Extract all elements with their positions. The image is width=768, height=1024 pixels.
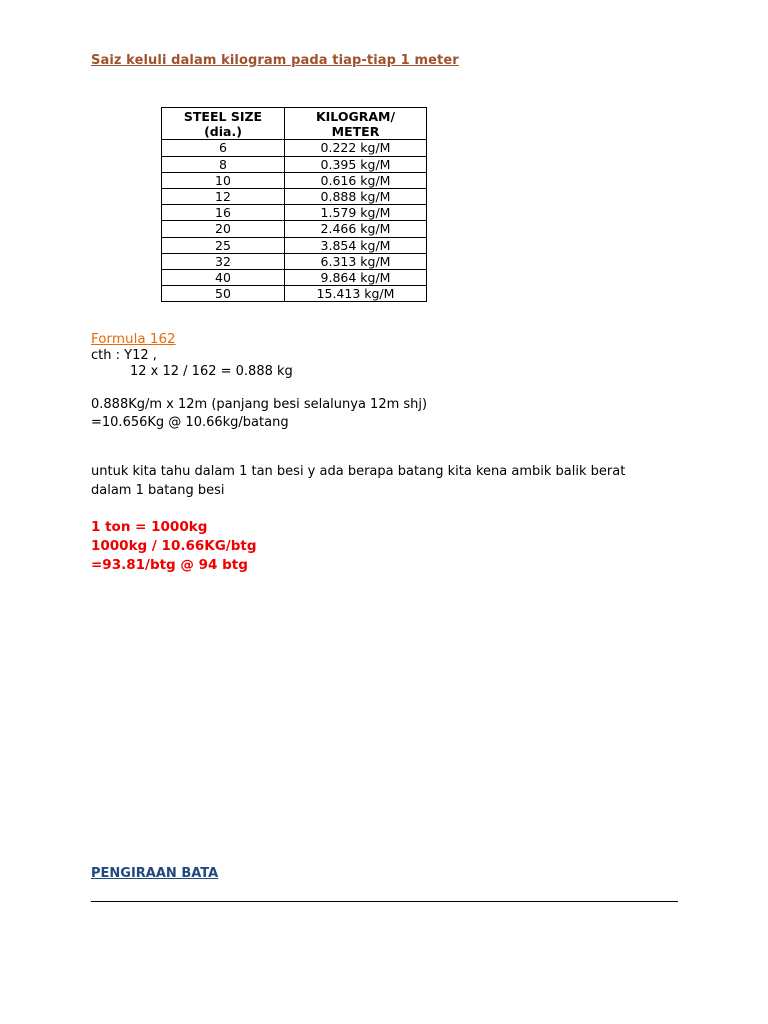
table-row: [162, 237, 427, 253]
header-steel-size-line2: (dia.): [204, 124, 242, 140]
header-kilogram-line1: KILOGRAM/: [315, 109, 396, 124]
table-row: [162, 270, 427, 286]
cell-kg: 1.579 kg/M: [285, 205, 427, 221]
cell-kg: 3.854 kg/M: [285, 237, 427, 253]
header-kilogram-meter: [285, 108, 427, 140]
red-calc-line-2: 1000kg / 10.66KG/btg: [91, 538, 257, 554]
cell-kg: 0.222 kg/M: [285, 140, 427, 156]
table-row: [162, 156, 427, 172]
cell-size: 25: [162, 237, 285, 253]
header-kilogram-line2: METER: [331, 124, 380, 140]
cell-size: 12: [162, 189, 285, 205]
cell-size: 8: [162, 156, 285, 172]
cell-size: 50: [162, 286, 285, 302]
steel-size-table: [161, 107, 427, 302]
cell-size: 32: [162, 253, 285, 269]
formula-length-line: 0.888Kg/m x 12m (panjang besi selalunya 12m shj): [91, 397, 428, 412]
table-row: [162, 189, 427, 205]
table-row: [162, 205, 427, 221]
header-steel-size: [162, 108, 285, 140]
cell-size: 6: [162, 140, 285, 156]
red-calc-line-1: 1 ton = 1000kg: [91, 519, 208, 535]
header-steel-size-line1: STEEL SIZE: [183, 109, 263, 124]
cell-size: 40: [162, 270, 285, 286]
horizontal-rule: [91, 901, 678, 902]
explanation-line-1: untuk kita tahu dalam 1 tan besi y ada berapa batang kita kena ambik balik berat: [91, 464, 626, 479]
table-row: [162, 140, 427, 156]
red-calc-line-3: =93.81/btg @ 94 btg: [91, 557, 248, 573]
table-header-row: [162, 108, 427, 140]
table-row: [162, 253, 427, 269]
formula-example-calc: 12 x 12 / 162 = 0.888 kg: [130, 364, 293, 379]
cell-kg: 6.313 kg/M: [285, 253, 427, 269]
cell-kg: 0.888 kg/M: [285, 189, 427, 205]
cell-kg: 9.864 kg/M: [285, 270, 427, 286]
table-row: [162, 286, 427, 302]
table-row: [162, 221, 427, 237]
cell-kg: 0.395 kg/M: [285, 156, 427, 172]
cell-size: 16: [162, 205, 285, 221]
formula-result-line: =10.656Kg @ 10.66kg/batang: [91, 415, 289, 430]
formula-title: Formula 162: [91, 331, 176, 347]
cell-size: 20: [162, 221, 285, 237]
page-heading: Saiz keluli dalam kilogram pada tiap-tiap 1 meter: [91, 53, 459, 68]
cell-kg: 2.466 kg/M: [285, 221, 427, 237]
table-row: [162, 172, 427, 188]
cell-size: 10: [162, 172, 285, 188]
section-heading-pengiraan-bata: PENGIRAAN BATA: [91, 866, 219, 881]
cell-kg: 0.616 kg/M: [285, 172, 427, 188]
cell-kg: 15.413 kg/M: [285, 286, 427, 302]
formula-example-label: cth : Y12 ,: [91, 348, 157, 363]
explanation-line-2: dalam 1 batang besi: [91, 483, 225, 498]
